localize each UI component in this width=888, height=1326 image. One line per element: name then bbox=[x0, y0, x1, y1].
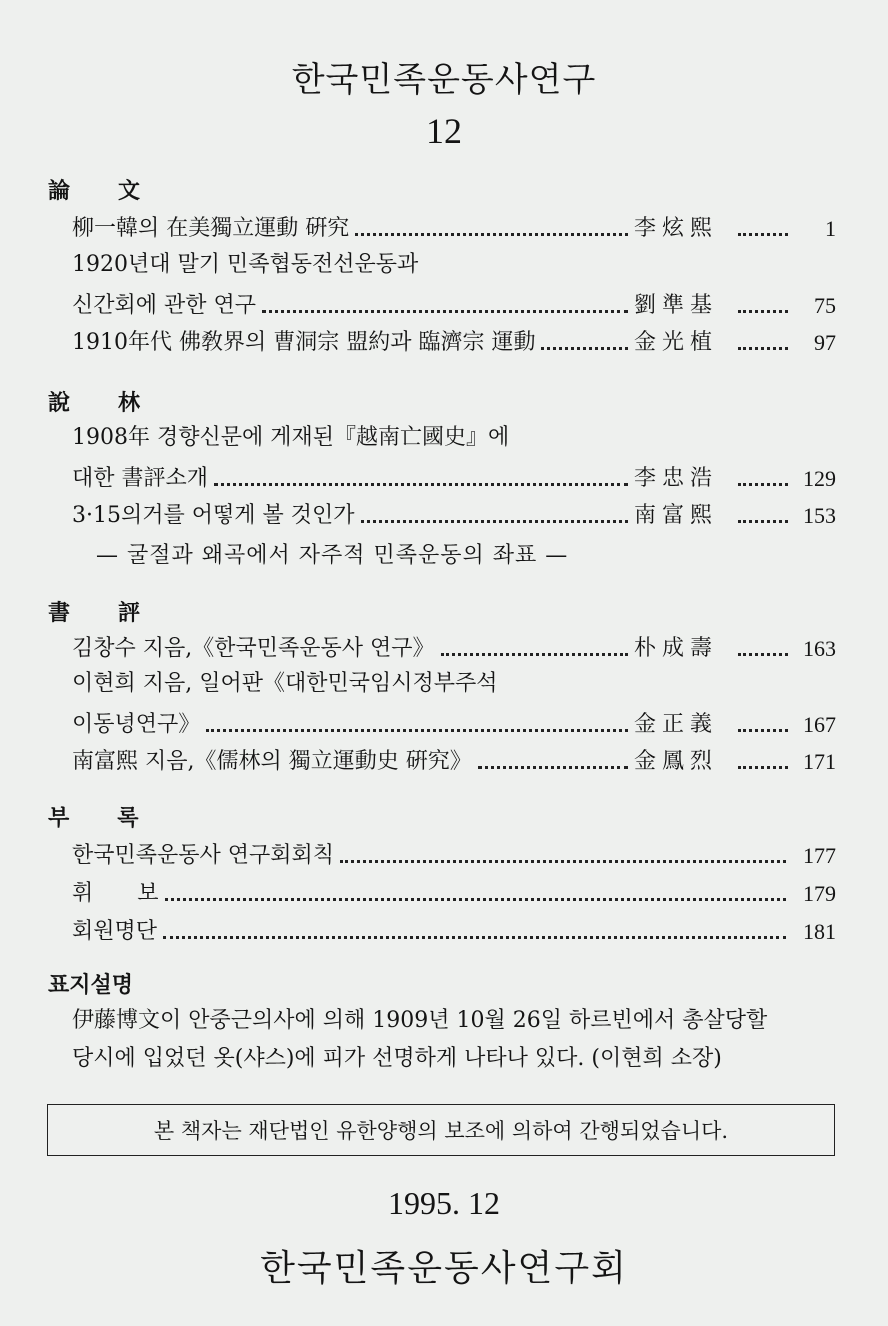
leader-dots bbox=[738, 766, 788, 769]
toc-entry[interactable] bbox=[72, 208, 836, 242]
heading-char: 林 bbox=[118, 390, 141, 416]
leader-dots bbox=[738, 483, 788, 486]
leader-dots bbox=[262, 310, 628, 313]
entry-page: 179 bbox=[803, 881, 836, 906]
entry-page: 153 bbox=[803, 503, 836, 528]
leader-dots bbox=[165, 898, 786, 901]
section-heading-cover: 표지설명 bbox=[48, 972, 134, 998]
cover-description bbox=[72, 1002, 852, 1078]
issue-number: 12 bbox=[426, 111, 462, 151]
entry-page: 129 bbox=[803, 466, 836, 491]
heading-char: 부 bbox=[48, 805, 70, 831]
toc-entry[interactable] bbox=[72, 628, 836, 662]
toc-entry[interactable] bbox=[72, 495, 836, 529]
toc-entry[interactable] bbox=[72, 322, 836, 356]
entry-subtitle: — 굴절과 왜곡에서 자주적 민족운동의 좌표 — bbox=[96, 543, 569, 568]
toc-entry[interactable] bbox=[72, 873, 836, 907]
toc-entry-line bbox=[72, 666, 836, 700]
entry-page: 181 bbox=[803, 919, 836, 944]
entry-author: 金正義 bbox=[634, 712, 719, 737]
toc-entry[interactable] bbox=[72, 704, 836, 738]
entry-page: 1 bbox=[825, 216, 836, 241]
heading-char: 文 bbox=[118, 178, 141, 204]
entry-author: 金鳳烈 bbox=[634, 749, 719, 774]
entry-title: 신간회에 관한 연구 bbox=[72, 293, 257, 318]
leader-dots bbox=[340, 860, 786, 863]
heading-char: 說 bbox=[48, 390, 71, 416]
section-heading-appendix bbox=[48, 801, 139, 832]
entry-title: 1920년대 말기 민족협동전선운동과 bbox=[72, 252, 419, 277]
heading-char: 評 bbox=[118, 600, 141, 626]
entry-author: 金光植 bbox=[634, 330, 719, 355]
heading-char: 書 bbox=[48, 600, 71, 626]
entry-title: 이현희 지음, 일어판《대한민국임시정부주석 bbox=[72, 671, 498, 696]
entry-title: 대한 書評소개 bbox=[72, 466, 209, 491]
entry-title: 3·15의거를 어떻게 볼 것인가 bbox=[72, 503, 355, 528]
entry-title: 1910年代 佛敎界의 曹洞宗 盟約과 臨濟宗 運動 bbox=[72, 330, 536, 355]
heading-char: 論 bbox=[48, 178, 71, 204]
leader-dots bbox=[206, 729, 628, 732]
toc-entry[interactable] bbox=[72, 741, 836, 775]
entry-title: 이동녕연구》 bbox=[72, 712, 201, 737]
section-heading-essays bbox=[48, 386, 140, 417]
entry-author: 劉準基 bbox=[634, 293, 719, 318]
entry-title: 휘 보 bbox=[72, 881, 159, 906]
journal-title: 한국민족운동사연구 bbox=[291, 60, 597, 100]
heading-char: 록 bbox=[117, 805, 139, 831]
entry-title: 1908年 경향신문에 게재된『越南亡國史』에 bbox=[72, 425, 510, 450]
entry-page: 75 bbox=[814, 293, 836, 318]
entry-page: 163 bbox=[803, 636, 836, 661]
entry-author: 李忠浩 bbox=[634, 466, 719, 491]
toc-entry-line bbox=[72, 247, 836, 281]
leader-dots bbox=[361, 520, 629, 523]
leader-dots bbox=[738, 233, 788, 236]
publication-date: 1995. 12 bbox=[388, 1185, 500, 1221]
leader-dots bbox=[738, 347, 788, 350]
leader-dots bbox=[541, 347, 628, 350]
entry-page: 177 bbox=[803, 843, 836, 868]
entry-author: 李炫熙 bbox=[634, 216, 719, 241]
leader-dots bbox=[738, 653, 788, 656]
leader-dots bbox=[738, 520, 788, 523]
leader-dots bbox=[163, 936, 786, 939]
leader-dots bbox=[441, 653, 628, 656]
entry-author: 南富熙 bbox=[634, 503, 719, 528]
entry-title: 南富熙 지음,《儒林의 獨立運動史 硏究》 bbox=[72, 749, 472, 774]
leader-dots bbox=[738, 729, 788, 732]
entry-page: 167 bbox=[803, 712, 836, 737]
entry-title: 회원명단 bbox=[72, 919, 158, 944]
leader-dots bbox=[214, 483, 628, 486]
sponsor-notice: 본 책자는 재단법인 유한양행의 보조에 의하여 간행되었습니다. bbox=[47, 1104, 835, 1156]
cover-description-line: 伊藤博文이 안중근의사에 의해 1909년 10월 26일 하르빈에서 총살당할 bbox=[72, 1008, 768, 1033]
toc-entry[interactable] bbox=[72, 458, 836, 492]
entry-page: 171 bbox=[803, 749, 836, 774]
leader-dots bbox=[355, 233, 628, 236]
section-heading-reviews bbox=[48, 596, 140, 627]
toc-entry[interactable] bbox=[72, 911, 836, 945]
leader-dots bbox=[738, 310, 788, 313]
entry-page: 97 bbox=[814, 330, 836, 355]
entry-title: 柳一韓의 在美獨立運動 硏究 bbox=[72, 216, 350, 241]
cover-description-line: 당시에 입었던 옷(샤스)에 피가 선명하게 나타나 있다. (이현희 소장) bbox=[72, 1046, 722, 1071]
entry-title: 김창수 지음,《한국민족운동사 연구》 bbox=[72, 636, 435, 661]
publisher-name: 한국민족운동사연구회 bbox=[260, 1248, 628, 1289]
toc-entry[interactable] bbox=[72, 285, 836, 319]
entry-title: 한국민족운동사 연구회회칙 bbox=[72, 843, 335, 868]
toc-entry-line bbox=[72, 420, 836, 454]
section-heading-papers bbox=[48, 174, 140, 205]
leader-dots bbox=[478, 766, 628, 769]
toc-entry[interactable] bbox=[72, 835, 836, 869]
entry-author: 朴成壽 bbox=[634, 636, 719, 661]
